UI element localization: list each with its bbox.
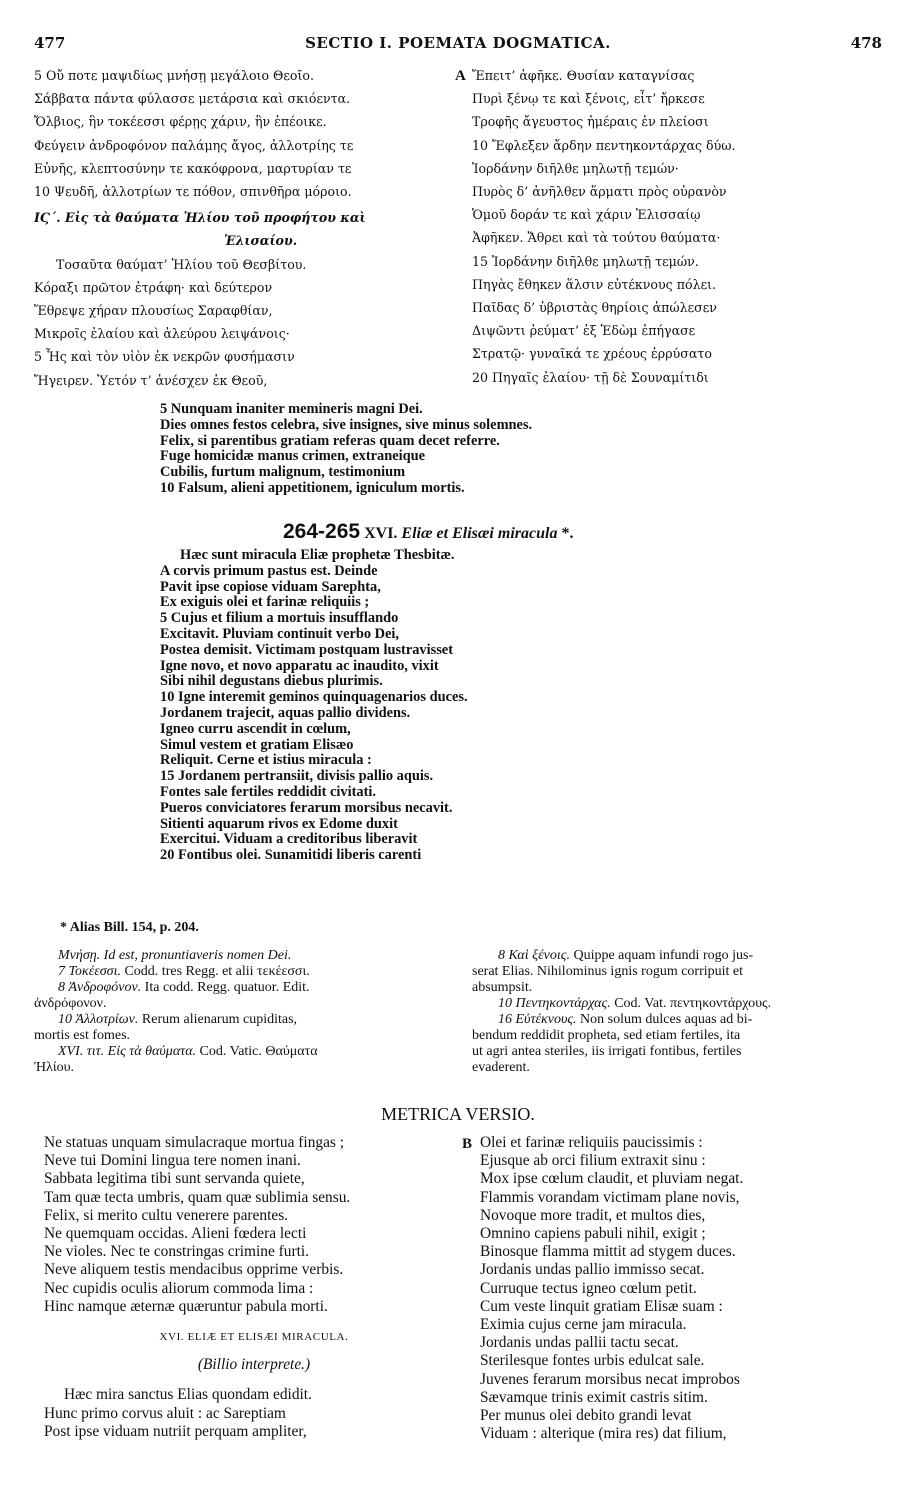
note-text: Cod. Vatic. Θαύματα — [196, 1044, 318, 1059]
running-title: SECTIO I. POEMATA DOGMATICA. — [305, 34, 611, 52]
column-number: 264-265 — [283, 520, 361, 543]
verse-line: Juvenes ferarum morsibus necat improbos — [480, 1370, 740, 1388]
verse-line: Hæc mira sanctus Elias quondam edidit. — [64, 1386, 312, 1404]
latin-line: Hæc sunt miracula Eliæ prophetæ Thesbitæ. — [180, 548, 455, 563]
note-text: Codd. tres Regg. et alii τεκέεσσι. — [120, 964, 310, 979]
latin-line: Felix, si parentibus gratiam referas quam decet referre. — [160, 433, 500, 449]
footnote-mark: *. — [561, 525, 574, 542]
metrica-title: METRICA VERSIO. — [381, 1104, 535, 1124]
greek-line: Ἔθρεψε χήραν πλουσίως Σαραφθίαν, — [34, 303, 273, 319]
note-text: absumpsit. — [472, 980, 533, 995]
greek-line: Πηγὰς ἔθηκεν ἅλσιν εὐτέκνους πόλει. — [472, 276, 717, 292]
verse-line: Flammis vorandam victimam plane novis, — [480, 1188, 740, 1206]
greek-line: 10 Ψευδῆ, ἀλλοτρίων τε πόθον, σπινθῆρα μόροιο. — [34, 184, 352, 200]
verse-line: Mox ipse cœlum claudit, et pluviam negat. — [480, 1170, 744, 1188]
note-lemma: 8 Καὶ ξένοις. — [498, 948, 570, 963]
greek-line: Τροφῆς ἄγευστος ἡμέραις ἐν πλείοσι — [472, 114, 709, 130]
note-line — [34, 1060, 458, 1076]
note-lemma: 16 Εὐτέκνους. — [498, 1012, 577, 1027]
note-line — [34, 1044, 458, 1060]
running-header — [34, 34, 882, 60]
note-line — [472, 948, 890, 964]
verse-line: Hunc primo corvus aluit : ac Sareptiam — [44, 1404, 286, 1422]
margin-letter-b: B — [462, 1136, 473, 1152]
note-line — [472, 1060, 890, 1076]
greek-line: Ἀφῆκεν. Ἄθρει καὶ τὰ τούτου θαύματα· — [472, 230, 721, 246]
verse-line: Sabbata legitima tibi sunt servanda quiete, — [44, 1170, 305, 1188]
section-title: Eliæ et Elisæi miracula — [401, 525, 558, 542]
greek-line: Διψῶντι ῥεύματ’ ἐξ Ἐδὼμ ἐπήγασε — [472, 323, 696, 339]
verse-line: Nec cupidis oculis aliorum commoda lima : — [44, 1279, 314, 1297]
note-text: Ἠλίου. — [34, 1060, 75, 1075]
notes-right — [472, 948, 890, 1076]
verse-line: Ejusque ab orci filium extraxit sinu : — [480, 1152, 706, 1170]
verse-line: Novoque more tradit, et multos dies, — [480, 1206, 706, 1224]
latin-line: 5 Cujus et filium a mortuis insufflando — [160, 611, 399, 627]
note-text: ut agri antea steriles, iis irrigati fontibus, fertiles — [472, 1044, 742, 1059]
note-text: evaderent. — [472, 1060, 530, 1075]
latin-translation-b — [160, 548, 720, 864]
margin-letter-a: A — [455, 68, 466, 84]
note-line — [34, 964, 458, 980]
note-text: Id est, pronuntiaveris nomen Dei. — [100, 948, 292, 963]
verse-line: Viduam : alterique (mira res) dat filium, — [480, 1425, 727, 1443]
greek-line: Ὄλβιος, ἣν τοκέεσσι φέρῃς χάριν, ἣν ἐπέοικε. — [34, 114, 327, 130]
greek-poem-heading-cont: Ἐλισαίου. — [224, 233, 298, 249]
note-lemma: 8 Ἀνδροφόνον. — [58, 980, 142, 995]
verse-line: Ne statuas unquam simulacraque mortua fingas ; — [44, 1134, 345, 1151]
verse-line: Curruque tectus igneo cœlum petit. — [480, 1279, 697, 1297]
latin-line: 15 Jordanem pertransiit, divisis pallio aquis. — [160, 769, 434, 785]
metrica-left — [44, 1134, 464, 1441]
note-text: ἀνδρόφονον. — [34, 996, 107, 1011]
note-lemma: XVI. τιτ. Εἰς τὰ θαύματα. — [58, 1044, 197, 1059]
greek-line: Παῖδας δ’ ὑβριστὰς θηρίοις ἀπώλεσεν — [472, 300, 717, 316]
note-line — [472, 1044, 890, 1060]
note-text: bendum reddidit propheta, sed etiam fertiles, ita — [472, 1028, 741, 1043]
note-lemma: 10 Πεντηκοντάρχας. — [498, 996, 611, 1011]
interpres-note: (Billio interprete.) — [197, 1356, 311, 1374]
latin-line: 10 Falsum, alieni appetitionem, igniculum mortis. — [160, 480, 465, 496]
page-number-left: 477 — [34, 34, 66, 52]
section-roman: XVI. — [364, 525, 398, 542]
latin-line: 20 Fontibus olei. Sunamitidi liberis carenti — [160, 848, 422, 864]
greek-line: 5 Ἧς καὶ τὸν υἱὸν ἐκ νεκρῶν φυσήμασιν — [34, 349, 295, 365]
verse-line: Cum veste linquit gratiam Elisæ suam : — [480, 1297, 723, 1315]
latin-line: Postea demisit. Victimam postquam lustravisset — [160, 642, 453, 658]
verse-line: Neve aliquem testis mendacibus opprime verbis. — [44, 1261, 344, 1279]
verse-line: Post ipse viduam nutriit perquam ampliter, — [44, 1422, 307, 1440]
latin-line: Igne novo, et novo apparatu ac inaudito, vixit — [160, 658, 439, 674]
greek-line: 5 Οὔ ποτε μαψιδίως μνήσῃ μεγάλοιο Θεοῖο. — [34, 68, 315, 83]
latin-line: 5 Nunquam inaniter memineris magni Dei. — [160, 402, 423, 417]
note-text: serat Elias. Nihilominus ignis rogum corripuit et — [472, 964, 744, 979]
greek-line: Στρατῷ· γυναῖκά τε χρέους ἐρρύσατο — [472, 346, 712, 362]
note-line — [34, 996, 458, 1012]
greek-line: Ἔπειτ’ ἀφῆκε. Θυσίαν καταγνίσας — [472, 68, 695, 83]
note-text: mortis est fomes. — [34, 1028, 131, 1043]
latin-line: Ex exiguis olei et farinæ reliquiis ; — [160, 595, 370, 611]
verse-line: Hinc namque æternæ quæruntur pabula morti. — [44, 1297, 328, 1315]
latin-line: Pueros conviciatores ferarum morsibus necavit. — [160, 800, 453, 816]
verse-line: Jordanis undas pallii tactu secat. — [480, 1334, 679, 1352]
note-line — [34, 1028, 458, 1044]
latin-line: Cubilis, furtum malignum, testimonium — [160, 465, 406, 481]
verse-line: Ne violes. Nec te constringas crimine furti. — [44, 1243, 309, 1261]
latin-line: A corvis primum pastus est. Deinde — [160, 563, 378, 579]
latin-line: Fuge homicidæ manus crimen, extraneique — [160, 449, 426, 465]
latin-line: Simul vestem et gratiam Elisæo — [160, 737, 354, 753]
greek-line: Φεύγειν ἀνδροφόνον παλάμης ἄγος, ἀλλοτρίης τε — [34, 137, 354, 153]
verse-line: Binosque flamma mittit ad stygem duces. — [480, 1243, 736, 1261]
greek-line: Πυρὶ ξένῳ τε καὶ ξένοις, εἶτ’ ἤρκεσε — [472, 91, 705, 107]
note-text: Ita codd. Regg. quatuor. Edit. — [141, 980, 310, 995]
note-text: Rerum alienarum cupiditas, — [138, 1012, 298, 1027]
latin-line: Sitienti aquarum rivos ex Edome duxit — [160, 816, 398, 832]
note-line — [34, 948, 458, 964]
note-line — [472, 1028, 890, 1044]
latin-line: Igneo curru ascendit in cœlum, — [160, 721, 351, 737]
note-lemma: Μνήσῃ. — [58, 948, 101, 963]
verse-line: Sterilesque fontes urbis edulcat sale. — [480, 1352, 705, 1370]
greek-line: Σάββατα πάντα φύλασσε μετάρσια καὶ σκιόεντα. — [34, 91, 351, 107]
latin-line: Excitavit. Pluviam continuit verbo Dei, — [160, 626, 400, 642]
note-line — [34, 1012, 458, 1028]
notes-left — [34, 948, 458, 1076]
verse-line: Olei et farinæ reliquiis paucissimis : — [480, 1134, 703, 1151]
latin-translation-a — [160, 402, 720, 497]
note-line — [472, 964, 890, 980]
note-line — [34, 980, 458, 996]
verse-line: Omnino capiens pabuli nihil, exigit ; — [480, 1225, 706, 1243]
page-number-right: 478 — [850, 34, 882, 52]
verse-line: Sævamque trinis eximit castris sitim. — [480, 1388, 708, 1406]
section-heading — [283, 520, 703, 544]
latin-line: Exercitui. Viduam a creditoribus liberavit — [160, 832, 418, 848]
greek-line: Μικροῖς ἐλαίου καὶ ἀλεύρου λειψάνοις· — [34, 326, 290, 342]
note-text: Cod. Vat. πεντηκοντάρχους. — [610, 996, 772, 1011]
greek-line: Ἰορδάνην διῆλθε μηλωτῇ τεμών· — [472, 160, 679, 176]
greek-text-left — [34, 64, 454, 392]
note-text: Non solum dulces aquas ad bi- — [576, 1012, 753, 1027]
greek-text-right — [472, 64, 884, 389]
greek-line: Κόραξι πρῶτον ἐτράφη· καὶ δεύτερον — [34, 279, 273, 295]
greek-line: Τοσαῦτα θαύματ’ Ἠλίου τοῦ Θεσβίτου. — [56, 256, 307, 272]
greek-line: Εὐνῆς, κλεπτοσύνην τε κακόφρονα, μαρτυρίαν τε — [34, 160, 352, 176]
latin-line: Reliquit. Cerne et istius miracula : — [160, 753, 372, 769]
note-line — [472, 996, 890, 1012]
greek-line: Πυρὸς δ’ ἀνῆλθεν ἅρματι πρὸς οὐρανὸν — [472, 184, 727, 200]
verse-line: Jordanis undas pallio immisso secat. — [480, 1261, 705, 1279]
latin-line: Pavit ipse copiose viduam Sarephta, — [160, 579, 381, 595]
verse-line: Tam quæ tecta umbris, quam quæ sublimia sensu. — [44, 1188, 351, 1206]
metrica-sub-heading: XVI. ELIÆ ET ELISÆI MIRACULA. — [159, 1331, 349, 1344]
note-lemma: 10 Ἀλλοτρίων. — [58, 1012, 139, 1027]
metrica-right — [480, 1134, 890, 1443]
note-lemma: 7 Τοκέεσσι. — [58, 964, 121, 979]
latin-line: Fontes sale fertiles reddidit civitati. — [160, 784, 376, 800]
latin-line: Dies omnes festos celebra, sive insignes, sive minus solemnes. — [160, 417, 533, 433]
note-line — [472, 1012, 890, 1028]
greek-line: 20 Πηγαῖς ἐλαίου· τῇ δὲ Σουναμίτιδι — [472, 369, 709, 385]
latin-line: Sibi nihil degustans diebus plurimis. — [160, 674, 383, 690]
verse-line: Neve tui Domini lingua tere nomen inani. — [44, 1152, 301, 1170]
greek-line: Ἤγειρεν. Ὑετόν τ’ ἀνέσχεν ἐκ Θεοῦ, — [34, 372, 268, 388]
greek-line: 10 Ἔφλεξεν ἄρδην πεντηκοντάρχας δύω. — [472, 137, 736, 153]
verse-line: Ne quemquam occidas. Alieni fœdera lecti — [44, 1225, 307, 1243]
note-text: Quippe aquam infundi rogo jus- — [569, 948, 754, 963]
verse-line: Eximia cujus cerne jam miracula. — [480, 1316, 687, 1334]
footnote: * Alias Bill. 154, p. 204. — [60, 920, 199, 935]
greek-line: Ὁμοῦ δοράν τε καὶ χάριν Ἐλισσαίῳ — [472, 207, 701, 223]
latin-line: Jordanem trajecit, aquas pallio dividens. — [160, 705, 411, 721]
latin-line: 10 Igne interemit geminos quinquagenarios duces. — [160, 690, 468, 706]
greek-poem-heading: ΙϚ΄. Εἰς τὰ θαύματα Ἠλίου τοῦ προφήτου καὶ — [34, 210, 366, 226]
greek-line: 15 Ἰορδάνην διῆλθε μηλωτῇ τεμών. — [472, 253, 699, 269]
verse-line: Per munus olei debito grandi levat — [480, 1407, 692, 1425]
note-line — [472, 980, 890, 996]
verse-line: Felix, si merito cultu venerere parentes. — [44, 1206, 289, 1224]
